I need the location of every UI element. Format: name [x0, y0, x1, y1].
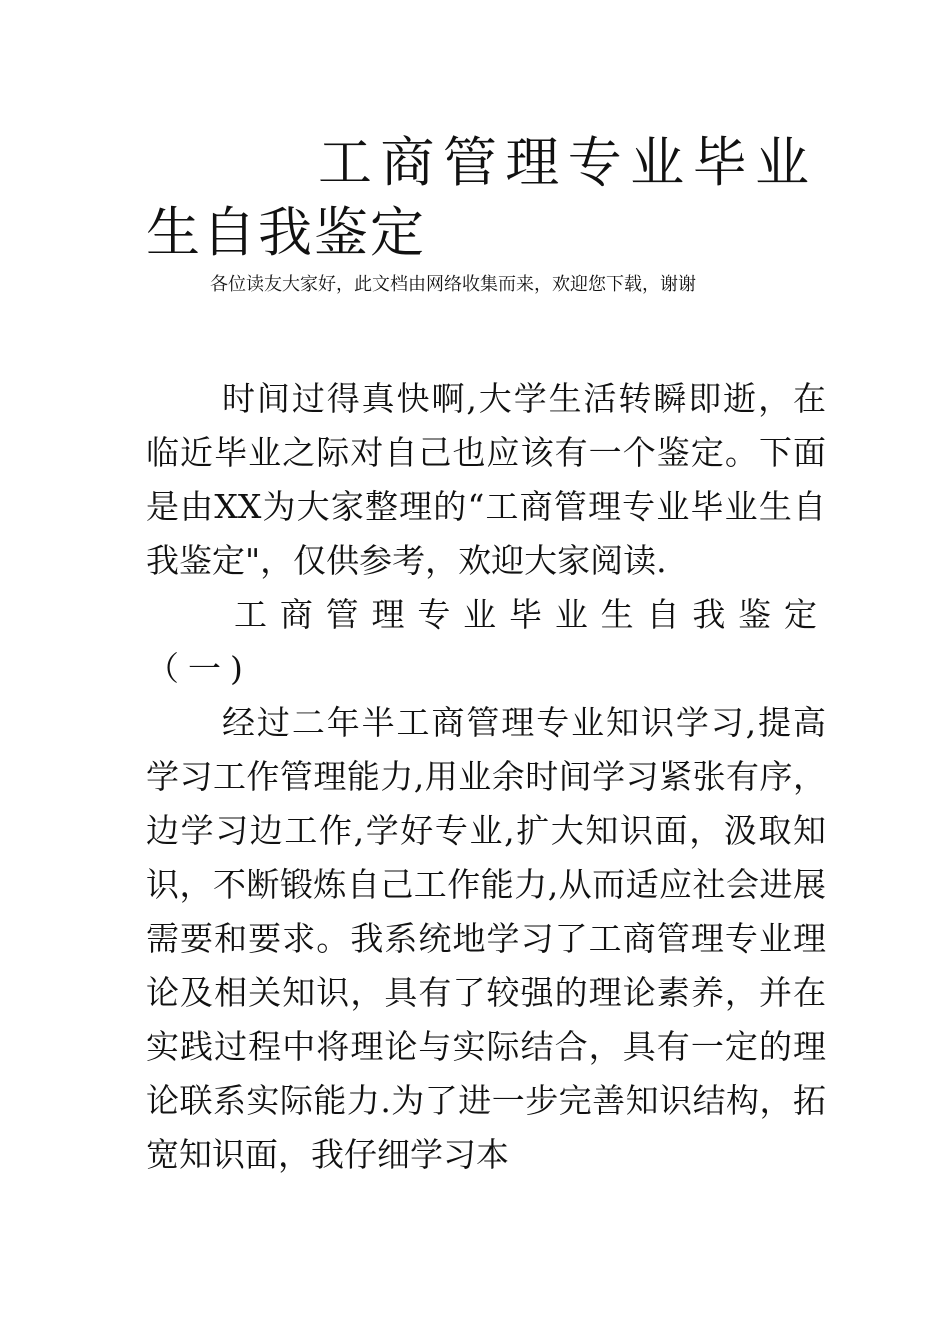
intro-paragraph: 时间过得真快啊,大学生活转瞬即逝，在临近毕业之际对自己也应该有一个鉴定。下面是由XX为大家整理的“工商管理专业毕业生自我鉴定"，仅供参考，欢迎大家阅读.: [146, 379, 826, 580]
download-note: 各位读友大家好，此文档由网络收集而来，欢迎您下载，谢谢: [210, 274, 696, 295]
section-paragraph: 经过二年半工商管理专业知识学习,提高学习工作管理能力,用业余时间学习紧张有序，边学习边工作,学好专业,扩大知识面，汲取知识，不断锻炼自己工作能力,从而适应社会进展需要和要求。我系统地学习了工商管理专业理论及相关知识，具有了较强的理论素养，并在实践过程中将理论与实际结合，具有一定的理论联系实际能力.为了进一步完善知识结构，拓宽知识面，我仔细学习本: [146, 703, 826, 1174]
section-heading: 工商管理专业毕业生自我鉴定（一): [146, 595, 826, 688]
document-body: [146, 372, 826, 1182]
document-title: 工商管理专业毕业生自我鉴定: [146, 131, 811, 264]
